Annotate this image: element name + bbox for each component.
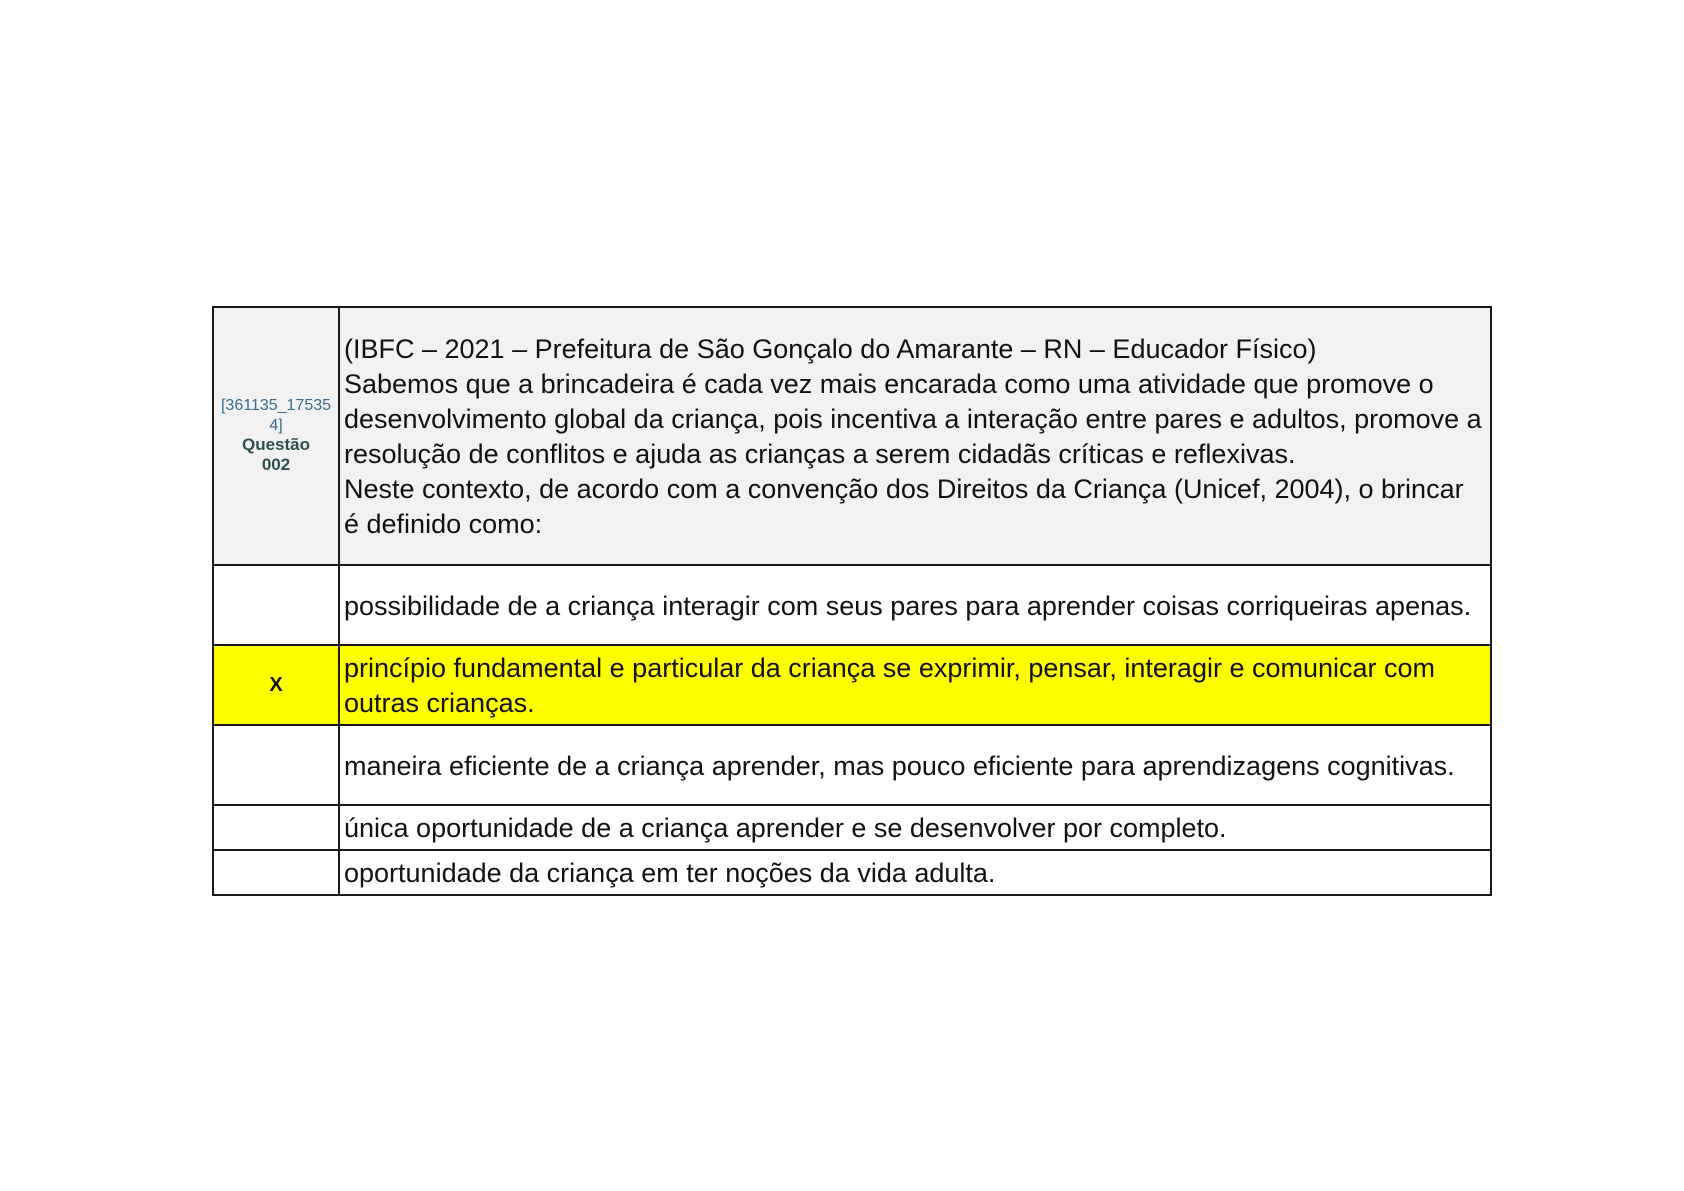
question-context: Sabemos que a brincadeira é cada vez mais encarada como uma atividade que promove o desenvolvimento global da criança, pois incentiva a interação entre pares e adultos, promove a resolução de conflitos e ajuda as crianças a serem cidadãs críticas e reflexivas. bbox=[344, 369, 1482, 469]
question-statement-cell bbox=[339, 307, 1491, 565]
option-text-cell bbox=[339, 645, 1491, 725]
option-marker: X bbox=[269, 674, 283, 696]
option-text-cell bbox=[339, 565, 1491, 645]
option-text: oportunidade da criança em ter noções da vida adulta. bbox=[344, 858, 996, 888]
option-marker-cell[interactable] bbox=[213, 565, 339, 645]
option-row-4[interactable] bbox=[213, 805, 1491, 850]
question-header-row bbox=[213, 307, 1491, 565]
question-prompt: Neste contexto, de acordo com a convenção dos Direitos da Criança (Unicef, 2004), o brincar é definido como: bbox=[344, 474, 1464, 539]
option-row-1[interactable] bbox=[213, 565, 1491, 645]
question-number: 002 bbox=[261, 455, 291, 475]
option-row-5[interactable] bbox=[213, 850, 1491, 895]
option-marker-cell[interactable] bbox=[213, 850, 339, 895]
question-table bbox=[212, 306, 1492, 896]
option-marker-cell[interactable] bbox=[213, 725, 339, 805]
option-text: princípio fundamental e particular da criança se exprimir, pensar, interagir e comunicar com outras crianças. bbox=[344, 653, 1436, 718]
option-row-2-selected[interactable] bbox=[213, 645, 1491, 725]
option-text: possibilidade de a criança interagir com seus pares para aprender coisas corriqueiras apenas. bbox=[344, 590, 1472, 621]
option-text-cell bbox=[339, 805, 1491, 850]
option-text: maneira eficiente de a criança aprender, mas pouco eficiente para aprendizagens cognitivas. bbox=[344, 750, 1455, 781]
option-row-3[interactable] bbox=[213, 725, 1491, 805]
option-marker-cell[interactable] bbox=[213, 805, 339, 850]
option-text-cell bbox=[339, 850, 1491, 895]
question-source: (IBFC – 2021 – Prefeitura de São Gonçalo do Amarante – RN – Educador Físico) bbox=[344, 334, 1317, 364]
option-marker-cell[interactable] bbox=[213, 645, 339, 725]
option-text-cell bbox=[339, 725, 1491, 805]
question-label: Questão bbox=[241, 434, 311, 454]
option-text: única oportunidade de a criança aprender e se desenvolver por completo. bbox=[344, 813, 1227, 843]
question-id: [361135_175354] bbox=[220, 397, 332, 434]
question-info-cell bbox=[213, 307, 339, 565]
